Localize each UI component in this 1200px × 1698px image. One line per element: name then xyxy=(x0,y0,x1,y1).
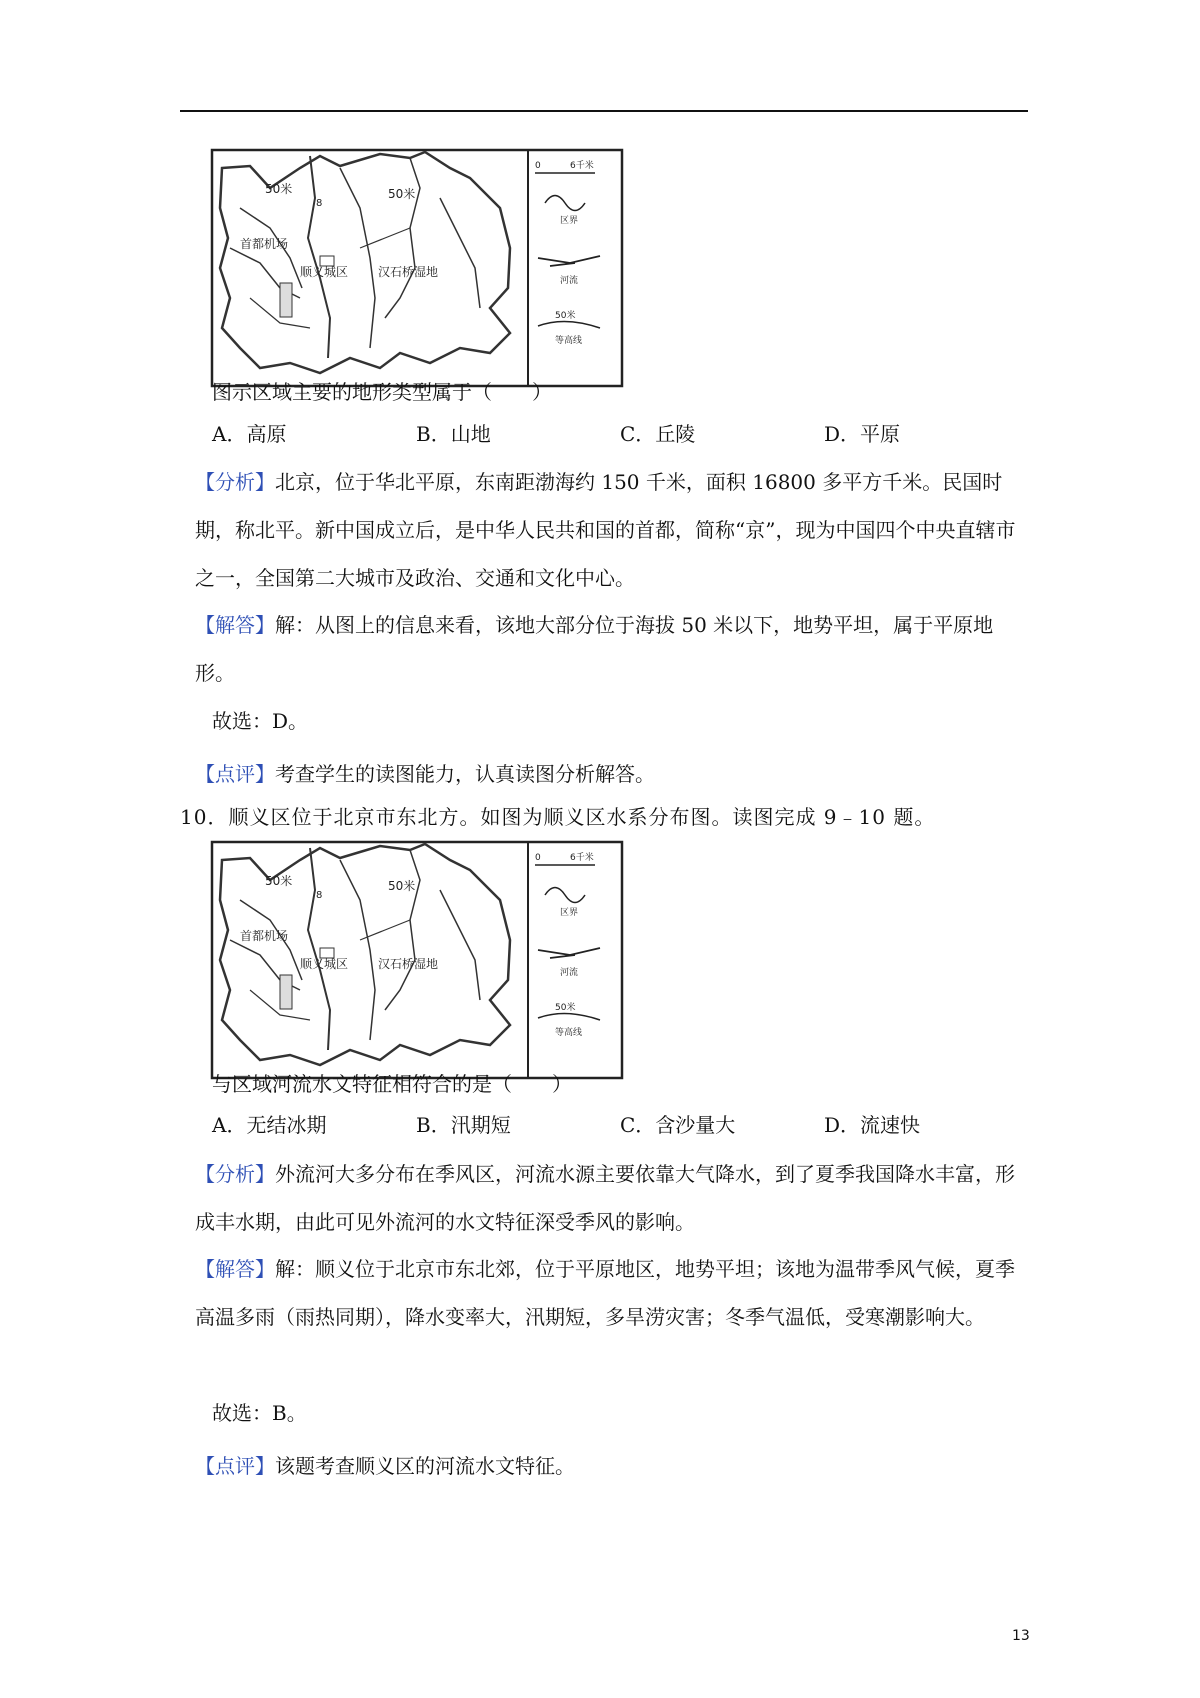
q9-choice: 故选：D。 xyxy=(212,709,309,733)
analysis-text: 外流河大多分布在季风区，河流水源主要依靠大气降水，到了夏季我国降水丰富，形成丰水期，由此可见外流河的水文特征深受季风的影响。 xyxy=(195,1162,1015,1234)
q10-option-d: D．流速快 xyxy=(824,1113,921,1137)
answer-text: 解：从图上的信息来看，该地大部分位于海拔 50 米以下，地势平坦，属于平原地形。 xyxy=(195,613,994,685)
scale-zero: 0 xyxy=(535,161,541,171)
airport-label: 首都机场 xyxy=(240,237,289,251)
comment-text: 该题考查顺义区的河流水文特征。 xyxy=(275,1454,575,1478)
shunyi-water-map-1 xyxy=(210,148,624,388)
airport-label: 首都机场 xyxy=(240,929,289,943)
city-label: 顺义城区 xyxy=(300,957,349,971)
contour-label: 50米 xyxy=(265,874,293,888)
city-label: 顺义城区 xyxy=(300,265,349,279)
shunyi-water-map-2 xyxy=(210,840,624,1080)
legend-contour-value: 50米 xyxy=(555,1003,576,1013)
legend-river: 河流 xyxy=(560,968,579,978)
contour-label: 50米 xyxy=(388,187,416,201)
q10-option-a: A．无结冰期 xyxy=(212,1113,327,1137)
header-rule xyxy=(180,110,1028,112)
q9-option-d: D．平原 xyxy=(824,422,901,446)
comment-text: 考查学生的读图能力，认真读图分析解答。 xyxy=(275,762,655,786)
legend-river: 河流 xyxy=(560,276,579,286)
map-figure xyxy=(210,840,624,1080)
wetland-label: 汉石桥湿地 xyxy=(378,265,439,279)
legend-contour: 等高线 xyxy=(555,1028,583,1038)
answer-text: 解：顺义位于北京市东北郊，位于平原地区，地势平坦；该地为温带季风气候，夏季高温多雨（雨热同期），降水变率大，汛期短，多旱涝灾害；冬季气温低，受寒潮影响大。 xyxy=(195,1257,1015,1329)
wetland-label: 汉石桥湿地 xyxy=(378,957,439,971)
analysis-text: 北京，位于华北平原，东南距渤海约 150 千米，面积 16800 多平方千米。民国时期，称北平。新中国成立后，是中华人民共和国的首都，简称“京”，现为中国四个中央直辖市之一，全国第二大城市及政治、交通和文化中心。 xyxy=(195,470,1016,590)
q10-comment xyxy=(195,1442,1025,1490)
q10-choice: 故选：B。 xyxy=(212,1401,307,1425)
legend-border: 区界 xyxy=(560,216,579,226)
q10-analysis xyxy=(195,1150,1025,1246)
legend-contour-value: 50米 xyxy=(555,311,576,321)
answer-tag: 【解答】 xyxy=(195,1257,275,1281)
legend-border: 区界 xyxy=(560,908,579,918)
legend-contour: 等高线 xyxy=(555,336,583,346)
scale-distance: 6千米 xyxy=(570,161,594,171)
q10-answer xyxy=(195,1245,1025,1341)
q10-option-c: C．含沙量大 xyxy=(620,1113,736,1137)
analysis-tag: 【分析】 xyxy=(195,1162,275,1186)
map-figure xyxy=(210,148,624,388)
q10-option-b: B．汛期短 xyxy=(416,1113,511,1137)
river-mark: 8 xyxy=(316,198,323,209)
q9-option-b: B．山地 xyxy=(416,422,491,446)
q9-option-a: A．高原 xyxy=(212,422,287,446)
contour-label: 50米 xyxy=(388,879,416,893)
analysis-tag: 【分析】 xyxy=(195,470,275,494)
scale-zero: 0 xyxy=(535,853,541,863)
comment-tag: 【点评】 xyxy=(195,762,275,786)
q9-comment xyxy=(195,750,1025,798)
scale-distance: 6千米 xyxy=(570,853,594,863)
q9-answer xyxy=(195,601,1025,697)
q9-option-c: C．丘陵 xyxy=(620,422,696,446)
answer-tag: 【解答】 xyxy=(195,613,275,637)
q10-stem: 与区域河流水文特征相符合的是（ ） xyxy=(212,1072,572,1096)
comment-tag: 【点评】 xyxy=(195,1454,275,1478)
page-number: 13 xyxy=(1012,1628,1030,1644)
contour-label: 50米 xyxy=(265,182,293,196)
q10-title: 10．顺义区位于北京市东北方。如图为顺义区水系分布图。读图完成 9﹣10 题。 xyxy=(180,805,936,829)
q9-stem: 图示区域主要的地形类型属于（ ） xyxy=(212,380,552,404)
q9-analysis xyxy=(195,458,1025,602)
river-mark: 8 xyxy=(316,890,323,901)
